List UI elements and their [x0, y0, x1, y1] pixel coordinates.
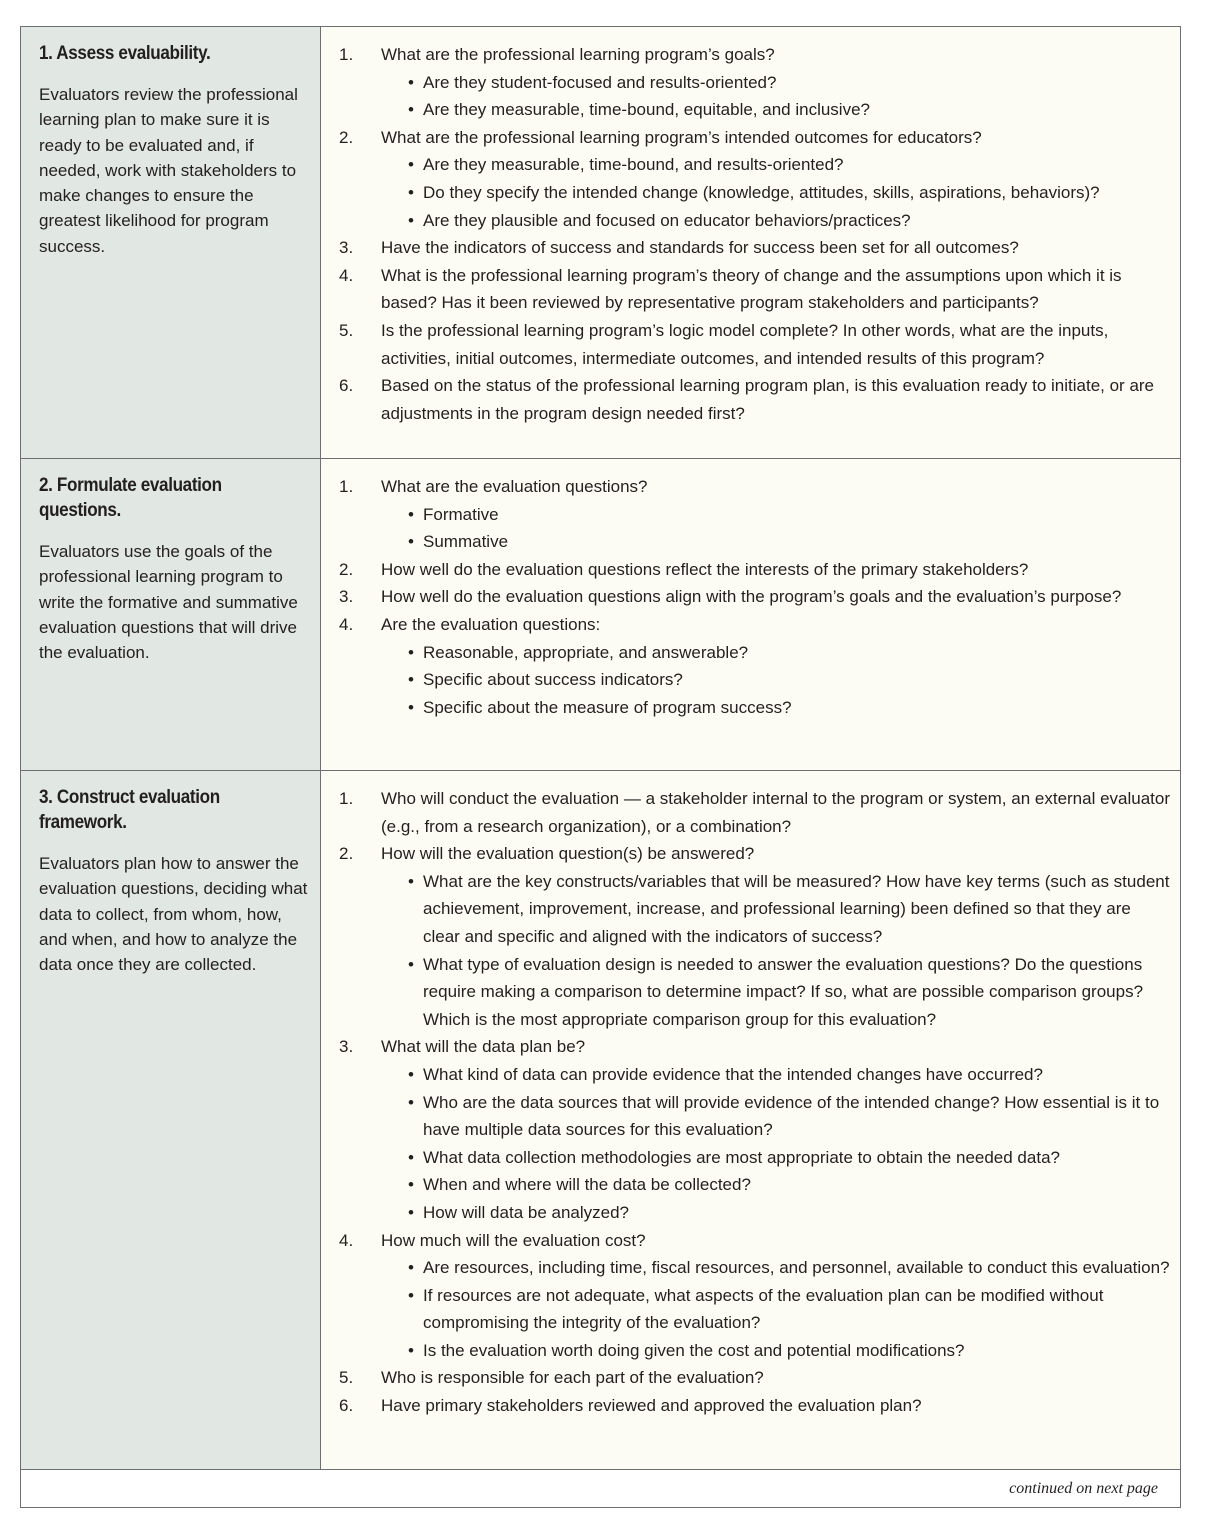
section-heading-line: questions.	[39, 500, 121, 521]
sub-question-item	[339, 951, 1172, 1034]
bullet-icon: •	[408, 155, 414, 175]
sub-question-text: Specific about the measure of program success?	[423, 697, 792, 717]
question-item	[339, 262, 1172, 317]
question-number: 3.	[339, 587, 354, 607]
question-item	[339, 583, 1172, 611]
sub-question-item	[339, 1089, 1172, 1144]
question-text: Have primary stakeholders reviewed and approved the evaluation plan?	[381, 1396, 922, 1416]
question-item	[339, 372, 1172, 427]
sub-question-text: Are they plausible and focused on educator behaviors/practices?	[423, 210, 911, 230]
sub-question-item	[339, 1282, 1172, 1337]
sub-question-item	[339, 1061, 1172, 1089]
section-label-cell	[21, 771, 321, 1469]
bullet-icon: •	[408, 1285, 414, 1305]
question-item	[339, 840, 1172, 868]
bullet-icon: •	[408, 210, 414, 230]
question-text: Have the indicators of success and standards for success been set for all outcomes?	[381, 238, 1019, 258]
question-number: 2.	[339, 559, 354, 579]
question-text: How will the evaluation question(s) be answered?	[381, 844, 755, 864]
sub-question-item	[339, 528, 1172, 556]
question-text: How much will the evaluation cost?	[381, 1230, 646, 1250]
sub-question-text: Is the evaluation worth doing given the cost and potential modifications?	[423, 1340, 965, 1360]
question-text: What are the evaluation questions?	[381, 477, 648, 496]
bullet-icon: •	[408, 100, 414, 120]
question-text: Are the evaluation questions:	[381, 614, 601, 634]
sub-question-item	[339, 69, 1172, 97]
sub-question-text: Summative	[423, 532, 509, 552]
sub-question-item	[339, 1171, 1172, 1199]
question-text: How well do the evaluation questions reflect the interests of the primary stakeholders?	[381, 559, 1029, 579]
bullet-icon: •	[408, 1202, 414, 1222]
bullet-icon: •	[408, 670, 414, 690]
question-number: 4.	[339, 1230, 354, 1250]
sub-question-text: Do they specify the intended change (knowledge, attitudes, skills, aspirations, behaviors)?	[423, 182, 1100, 202]
section-description: Evaluators plan how to answer the evaluation questions, deciding what data to collect, from whom, how, and when, and how to analyze the data once they are collected.	[39, 854, 308, 975]
question-item	[339, 1033, 1172, 1061]
sub-question-item	[339, 1337, 1172, 1365]
sub-question-text: Are they measurable, time-bound, equitable, and inclusive?	[423, 100, 870, 120]
bullet-icon: •	[408, 697, 414, 717]
sub-question-item	[339, 666, 1172, 694]
question-text: What is the professional learning program’s theory of change and the assumptions upon which it is based? Has it been reviewed by representative program stakeholders and participants?	[381, 265, 1122, 313]
section-heading	[39, 473, 281, 523]
question-item	[339, 1392, 1172, 1420]
question-item	[339, 785, 1172, 840]
question-item	[339, 1227, 1172, 1255]
bullet-icon: •	[408, 871, 414, 891]
question-number: 4.	[339, 614, 354, 634]
section-questions	[321, 459, 1180, 770]
bullet-icon: •	[408, 1258, 414, 1278]
evaluation-table	[20, 26, 1181, 1508]
section-heading-line: framework.	[39, 812, 127, 833]
sub-question-item	[339, 207, 1172, 235]
section-label-cell	[21, 27, 321, 458]
sub-question-text: When and where will the data be collected?	[423, 1175, 751, 1195]
question-item	[339, 473, 1172, 501]
question-item	[339, 124, 1172, 152]
question-text: What will the data plan be?	[381, 1037, 586, 1057]
sub-question-text: What data collection methodologies are most appropriate to obtain the needed data?	[423, 1147, 1060, 1167]
bullet-icon: •	[408, 642, 414, 662]
question-text: Who is responsible for each part of the evaluation?	[381, 1368, 764, 1388]
sub-question-item	[339, 639, 1172, 667]
sub-question-item	[339, 868, 1172, 951]
question-number: 1.	[339, 45, 354, 64]
question-item	[339, 234, 1172, 262]
bullet-icon: •	[408, 1064, 414, 1084]
question-number: 5.	[339, 1368, 354, 1388]
section-row-2	[21, 459, 1180, 771]
bullet-icon: •	[408, 1092, 414, 1112]
question-item	[339, 1364, 1172, 1392]
bullet-icon: •	[408, 1147, 414, 1167]
question-text: Who will conduct the evaluation — a stakeholder internal to the program or system, an external evaluator (e.g., from a research organization), or a combination?	[381, 789, 1171, 836]
sub-question-item	[339, 501, 1172, 529]
sub-question-text: Are they student-focused and results-oriented?	[423, 72, 777, 92]
section-questions	[321, 27, 1180, 458]
question-text: Based on the status of the professional learning program plan, is this evaluation ready to initiate, or are adjustments in the program design needed first?	[381, 376, 1155, 423]
question-text: What are the professional learning program’s intended outcomes for educators?	[381, 127, 982, 147]
sub-question-text: Reasonable, appropriate, and answerable?	[423, 642, 749, 662]
sub-question-text: How will data be analyzed?	[423, 1202, 630, 1222]
continued-note: continued on next page	[1009, 1480, 1158, 1497]
sub-question-text: What kind of data can provide evidence that the intended changes have occurred?	[423, 1064, 1043, 1084]
section-row-1	[21, 27, 1180, 459]
question-number: 3.	[339, 238, 354, 258]
question-number: 6.	[339, 1396, 354, 1416]
section-description: Evaluators use the goals of the professional learning program to write the formative and summative evaluation questions that will drive the evaluation.	[39, 542, 298, 663]
sub-question-item	[339, 151, 1172, 179]
sub-question-text: Formative	[423, 504, 499, 524]
sub-question-text: What are the key constructs/variables that will be measured? How have key terms (such as student achievement, improvement, increase, and professional learning) been defined so that they are clear and specific and aligned with the indicators of success?	[423, 871, 1170, 946]
sub-question-text: If resources are not adequate, what aspects of the evaluation plan can be modified without compromising the integrity of the evaluation?	[423, 1285, 1104, 1333]
sub-question-item	[339, 1199, 1172, 1227]
question-number: 1.	[339, 477, 354, 496]
bullet-icon: •	[408, 72, 414, 92]
bullet-icon: •	[408, 182, 414, 202]
sub-question-text: Who are the data sources that will provide evidence of the intended change? How essential is it to have multiple data sources for this evaluation?	[423, 1092, 1160, 1140]
question-number: 5.	[339, 320, 354, 340]
bullet-icon: •	[408, 532, 414, 552]
question-item	[339, 611, 1172, 639]
question-number: 4.	[339, 265, 354, 285]
question-number: 3.	[339, 1037, 354, 1057]
question-text: How well do the evaluation questions align with the program’s goals and the evaluation’s purpose?	[381, 587, 1122, 607]
question-item	[339, 317, 1172, 372]
question-number: 1.	[339, 789, 354, 808]
section-heading	[39, 785, 281, 835]
bullet-icon: •	[408, 954, 414, 974]
question-text: Is the professional learning program’s logic model complete? In other words, what are the inputs, activities, initial outcomes, intermediate outcomes, and intended results of this program?	[381, 320, 1109, 368]
question-number: 2.	[339, 844, 354, 864]
sub-question-text: What type of evaluation design is needed to answer the evaluation questions? Do the questions require making a comparison to determine impact? If so, what are possible comparison groups? Which is the most appropriate comparison group for this evaluation?	[423, 954, 1144, 1029]
section-questions	[321, 771, 1180, 1469]
sub-question-item	[339, 179, 1172, 207]
bullet-icon: •	[408, 504, 414, 524]
question-text: What are the professional learning program’s goals?	[381, 45, 775, 64]
sub-question-text: Are resources, including time, fiscal resources, and personnel, available to conduct this evaluation?	[423, 1258, 1170, 1278]
section-heading-line: 3. Construct evaluation	[39, 787, 220, 808]
sub-question-item	[339, 96, 1172, 124]
question-number: 6.	[339, 376, 354, 396]
sub-question-text: Are they measurable, time-bound, and results-oriented?	[423, 155, 844, 175]
sub-question-item	[339, 1254, 1172, 1282]
section-heading-line: 2. Formulate evaluation	[39, 475, 222, 496]
question-item	[339, 556, 1172, 584]
section-label-cell	[21, 459, 321, 770]
bullet-icon: •	[408, 1175, 414, 1195]
sub-question-item	[339, 694, 1172, 722]
section-heading: 1. Assess evaluability.	[39, 43, 211, 64]
question-item	[339, 41, 1172, 69]
section-row-3	[21, 771, 1180, 1470]
sub-question-item	[339, 1144, 1172, 1172]
bullet-icon: •	[408, 1340, 414, 1360]
question-number: 2.	[339, 127, 354, 147]
section-description: Evaluators review the professional learning plan to make sure it is ready to be evaluated and, if needed, work with stakeholders to make changes to ensure the greatest likelihood for program success.	[39, 85, 298, 256]
sub-question-text: Specific about success indicators?	[423, 670, 683, 690]
